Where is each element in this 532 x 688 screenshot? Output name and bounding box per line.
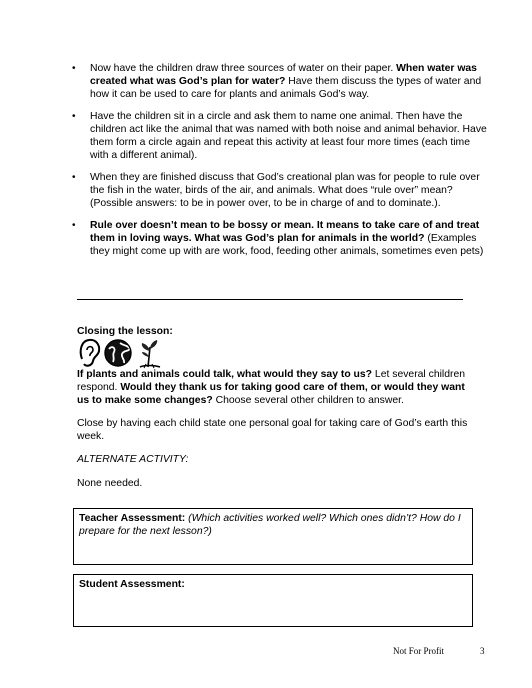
activity-list bbox=[72, 62, 488, 267]
page-number: 3 bbox=[480, 646, 485, 656]
item-bold-text: When water was created what was God’s plan for water? bbox=[90, 63, 477, 87]
list-item bbox=[72, 219, 488, 258]
bullet-icon: • bbox=[72, 63, 76, 74]
closing-icons bbox=[78, 337, 168, 369]
item-text: Now have the children draw three sources of water on their paper. bbox=[90, 63, 397, 74]
section-divider bbox=[77, 299, 463, 300]
alternate-activity-heading: ALTERNATE ACTIVITY: bbox=[77, 454, 189, 465]
student-assessment-box[interactable] bbox=[73, 574, 473, 627]
item-text: (Examples they might come up with are work, food, feeding other animals, sometimes even pets) bbox=[90, 233, 484, 257]
teacher-assessment-box[interactable] bbox=[73, 508, 473, 565]
item-text: When they are finished discuss that God’s creational plan was for people to rule over the fish in the water, birds of the air, and animals. What does “rule over” mean? (Possible answers: to be in power over, to be in charge of and to dominate.). bbox=[90, 172, 480, 209]
item-text: Have the children sit in a circle and ask them to name one animal. Then have the children act like the animal that was named with both noise and animal behavior. Have them form a circle again and repeat this activity at least four more times (each time with a different animal). bbox=[90, 111, 487, 161]
list-item bbox=[72, 171, 488, 210]
closing-text: Choose several other children to answer. bbox=[212, 395, 404, 406]
closing-heading: Closing the lesson: bbox=[77, 326, 173, 337]
footer-text: Not For Profit bbox=[393, 646, 445, 656]
teacher-assessment-prompt: (Which activities worked well? Which ones didn’t? How do I prepare for the next lesson?) bbox=[79, 513, 461, 537]
ear-icon bbox=[81, 340, 99, 366]
student-assessment-label: Student Assessment: bbox=[79, 579, 185, 590]
closing-goal-text: Close by having each child state one personal goal for taking care of God’s earth this week. bbox=[77, 418, 468, 442]
closing-question: If plants and animals could talk, what would they say to us? bbox=[77, 369, 373, 380]
list-item bbox=[72, 62, 488, 101]
item-text: Have them discuss the types of water and how it can be used to care for plants and animals God’s way. bbox=[90, 76, 482, 100]
closing-text: Let several children respond. bbox=[77, 369, 466, 393]
item-bold-text: Rule over doesn’t mean to be bossy or mean. It means to take care of and treat them in loving ways. What was God’s plan for animals in the world? bbox=[90, 220, 480, 244]
bullet-icon: • bbox=[72, 220, 76, 231]
earth-icon bbox=[105, 340, 131, 366]
bullet-icon: • bbox=[72, 111, 76, 122]
closing-paragraph bbox=[77, 368, 477, 407]
closing-question: Would they thank us for taking good care of them, or would they want us to make some changes? bbox=[77, 382, 465, 406]
list-item bbox=[72, 110, 488, 162]
teacher-assessment-label: Teacher Assessment: bbox=[79, 513, 186, 524]
sprout-icon bbox=[140, 340, 160, 368]
alternate-activity-text: None needed. bbox=[77, 478, 143, 489]
bullet-icon: • bbox=[72, 172, 76, 183]
